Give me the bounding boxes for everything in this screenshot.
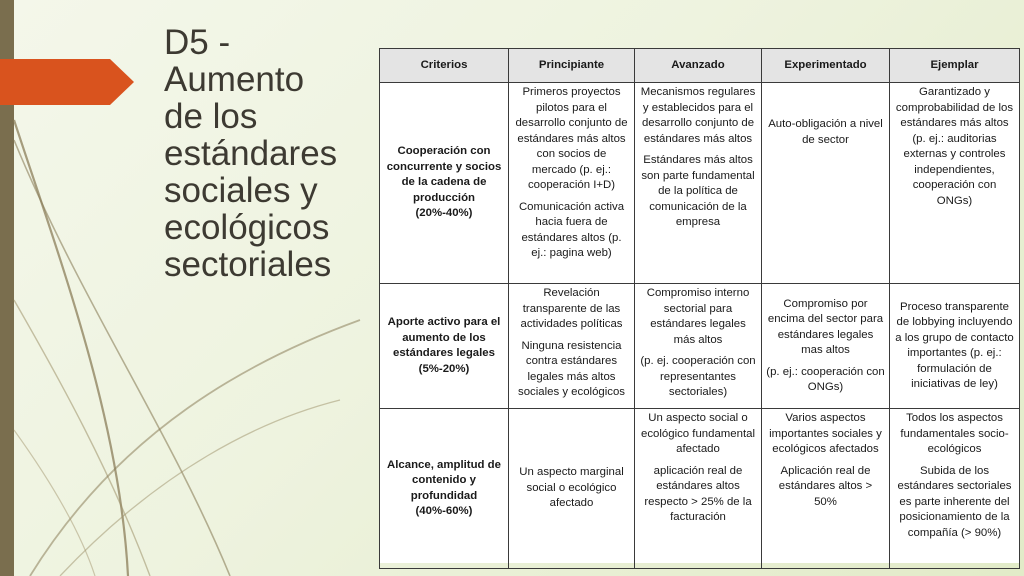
table-row (380, 284, 1020, 409)
cell-text: Estándares más altos son parte fundamental de la política de comunicación de la empresa (641, 154, 755, 228)
principiante-cell (509, 284, 635, 409)
cell-text: Aplicación real de estándares altos > 50% (778, 464, 873, 508)
criterio-cell: Cooperación con concurrente y socios de la cadena de producción (20%-40%) (380, 83, 509, 284)
cell-text: Ninguna resistencia contra estándares legales más altos sociales y ecológicos (518, 339, 625, 398)
experimentado-cell (762, 409, 890, 569)
avanzado-cell (635, 83, 762, 284)
header-experimentado: Experimentado (762, 49, 890, 83)
criterio-cell: Aporte activo para el aumento de los estándares legales (5%-20%) (380, 284, 509, 409)
avanzado-cell (635, 409, 762, 569)
header-principiante: Principiante (509, 49, 635, 83)
ejemplar-cell (890, 409, 1020, 569)
cell-text: Proceso transparente de lobbying incluyendo a los grupo de contacto importantes (p. ej.: formulación de iniciativas de ley) (895, 300, 1014, 390)
ejemplar-cell (890, 284, 1020, 409)
avanzado-cell (635, 284, 762, 409)
table-row (380, 83, 1020, 284)
criterio-cell: Alcance, amplitud de contenido y profundidad (40%-60%) (380, 409, 509, 569)
cell-text: Primeros proyectos pilotos para el desarrollo conjunto de estándares más altos con socios de mercado (p. ej.: cooperación I+D) (515, 86, 628, 191)
header-ejemplar: Ejemplar (890, 49, 1020, 83)
principiante-cell (509, 83, 635, 284)
cell-text: Un aspecto marginal social o ecológico afectado (519, 466, 624, 510)
criteria-table (379, 48, 1019, 563)
cell-text: Garantizado y comprobabilidad de los estándares más altos (p. ej.: auditorias externas y controles independientes, cooperación con ONGs) (895, 86, 1014, 207)
cell-text: Compromiso por encima del sector para estándares legales mas altos (767, 297, 884, 356)
experimentado-cell (762, 83, 890, 284)
cell-text: Un aspecto social o ecológico fundamental afectado (641, 412, 755, 455)
cell-text: Revelación transparente de las actividades políticas (520, 287, 623, 330)
principiante-cell (509, 409, 635, 569)
experimentado-cell (762, 284, 890, 409)
cell-text: aplicación real de estándares altos respecto > 25% de la facturación (644, 464, 752, 523)
cell-text: Auto-obligación a nivel de sector (768, 118, 883, 146)
ejemplar-cell (890, 83, 1020, 284)
cell-text: Subida de los estándares sectoriales es parte inherente del posicionamiento de la compañía (> 90%) (897, 464, 1012, 539)
table-row (380, 409, 1020, 569)
cell-text: Compromiso interno sectorial para estándares legales más altos (646, 287, 750, 346)
cell-text: (p. ej.: cooperación con ONGs) (766, 365, 885, 393)
header-avanzado: Avanzado (635, 49, 762, 83)
header-criterios: Criterios (380, 49, 509, 83)
cell-text: Comunicación activa hacia fuera de estándares altos (p. ej.: pagina web) (518, 200, 625, 259)
slide-title: D5 - Aumento de los estándares sociales y ecológicos sectoriales (164, 23, 338, 284)
table-header-row (380, 49, 1020, 83)
cell-text: (p. ej. cooperación con representantes sectoriales) (640, 355, 756, 398)
cell-text: Varios aspectos importantes sociales y ecológicos afectados (769, 412, 882, 455)
cell-text: Todos los aspectos fundamentales socio-ecológicos (900, 412, 1009, 455)
cell-text: Mecanismos regulares y establecidos para el desarrollo conjunto de estándares más altos (640, 86, 756, 145)
